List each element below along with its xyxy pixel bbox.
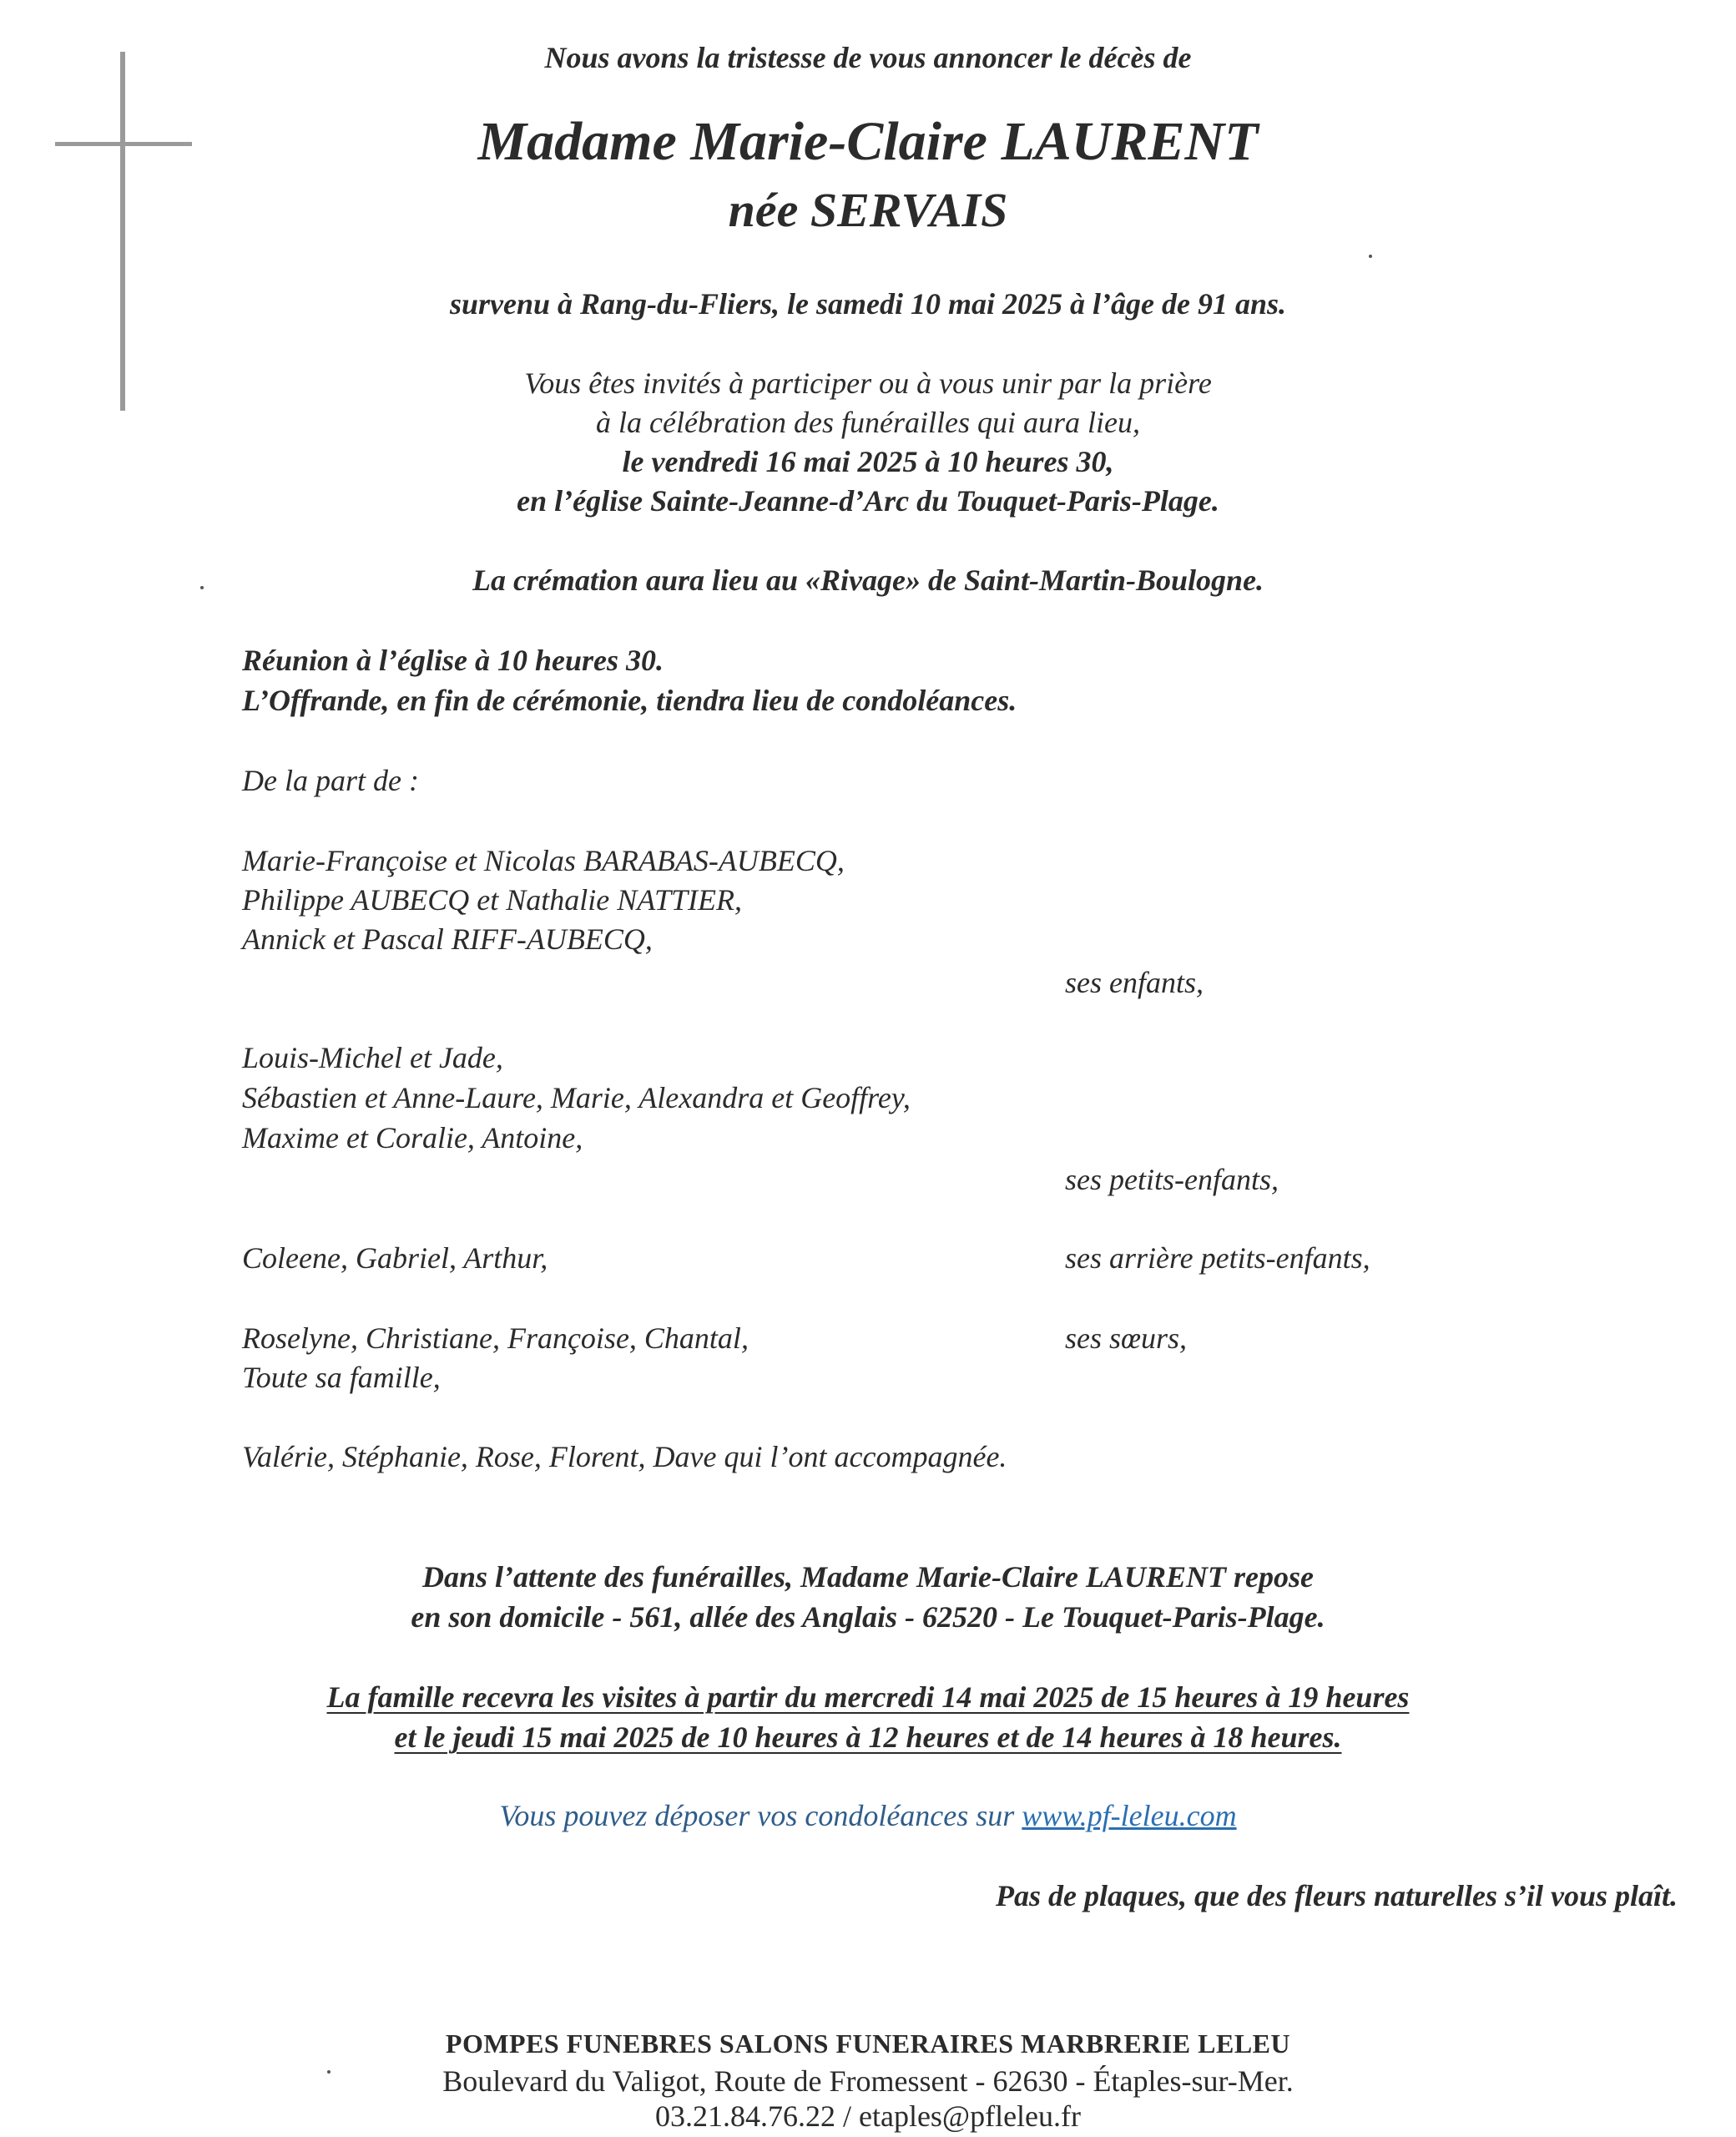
visits-line-2: et le jeudi 15 mai 2025 de 10 heures à 12 heures et de 14 heures à 18 heures. [394,1720,1342,1754]
repose-line-2: en son domicile - 561, allée des Anglais - 62520 - Le Touquet-Paris-Plage. [411,1600,1325,1634]
sisters-label: ses sœurs, [1065,1321,1188,1355]
grandchildren-label: ses petits-enfants, [1065,1163,1279,1196]
funeral-home-address: Boulevard du Valigot, Route de Fromessent - 62630 - Étaples-sur-Mer. [442,2064,1294,2098]
funeral-home-name: POMPES FUNEBRES SALONS FUNERAIRES MARBRERIE LELEU [445,2028,1291,2059]
cremation-line: La crémation aura lieu au «Rivage» de Saint-Martin-Boulogne. [472,563,1264,597]
visits-line-1: La famille recevra les visites à partir du mercredi 14 mai 2025 de 15 heures à 19 heures [326,1680,1410,1714]
intro-line: Nous avons la tristesse de vous annoncer le décès de [544,41,1192,74]
reunion-line-1: Réunion à l’église à 10 heures 30. [242,644,664,677]
maiden-name: née SERVAIS [728,183,1008,237]
great-grandchildren-label: ses arrière petits-enfants, [1065,1241,1370,1275]
grandchildren-name: Sébastien et Anne-Laure, Marie, Alexandra et Geoffrey, [242,1081,911,1114]
children-label: ses enfants, [1065,966,1204,999]
companions-line: Valérie, Stéphanie, Rose, Florent, Dave qui l’ont accompagnée. [242,1440,1007,1473]
grandchildren-name: Maxime et Coralie, Antoine, [242,1121,583,1154]
whole-family-line: Toute sa famille, [242,1361,441,1394]
sisters-names: Roselyne, Christiane, Françoise, Chantal, [242,1321,749,1355]
flowers-note: Pas de plaques, que des fleurs naturelles s’il vous plaît. [995,1879,1678,1912]
deceased-name: Madame Marie-Claire LAURENT [477,111,1259,172]
funeral-home-contact: 03.21.84.76.22 / etaples@pfleleu.fr [654,2099,1082,2133]
invitation-line-1: Vous êtes invités à participer ou à vous unir par la prière [524,366,1212,400]
from-label: De la part de : [242,764,419,797]
invitation-date: le vendredi 16 mai 2025 à 10 heures 30, [622,445,1114,478]
great-grandchildren-names: Coleene, Gabriel, Arthur, [242,1241,548,1275]
invitation-line-2: à la célébration des funérailles qui aura lieu, [596,406,1140,439]
condolences-text: Vous pouvez déposer vos condoléances sur [499,1799,1022,1832]
children-name: Marie-Françoise et Nicolas BARABAS-AUBECQ, [242,844,845,877]
condolences-line [0,1798,1736,1833]
children-name: Philippe AUBECQ et Nathalie NATTIER, [242,883,742,917]
invitation-church: en l’église Sainte-Jeanne-d’Arc du Touquet-Paris-Plage. [517,484,1219,518]
reunion-line-2: L’Offrande, en fin de cérémonie, tiendra lieu de condoléances. [242,684,1017,717]
death-announcement: survenu à Rang-du-Fliers, le samedi 10 mai 2025 à l’âge de 91 ans. [449,287,1287,321]
repose-line-1: Dans l’attente des funérailles, Madame Marie-Claire LAURENT repose [422,1560,1314,1594]
condolences-link[interactable]: www.pf-leleu.com [1022,1799,1237,1832]
scan-speck [1369,255,1372,258]
grandchildren-name: Louis-Michel et Jade, [242,1041,503,1074]
children-name: Annick et Pascal RIFF-AUBECQ, [242,922,653,956]
